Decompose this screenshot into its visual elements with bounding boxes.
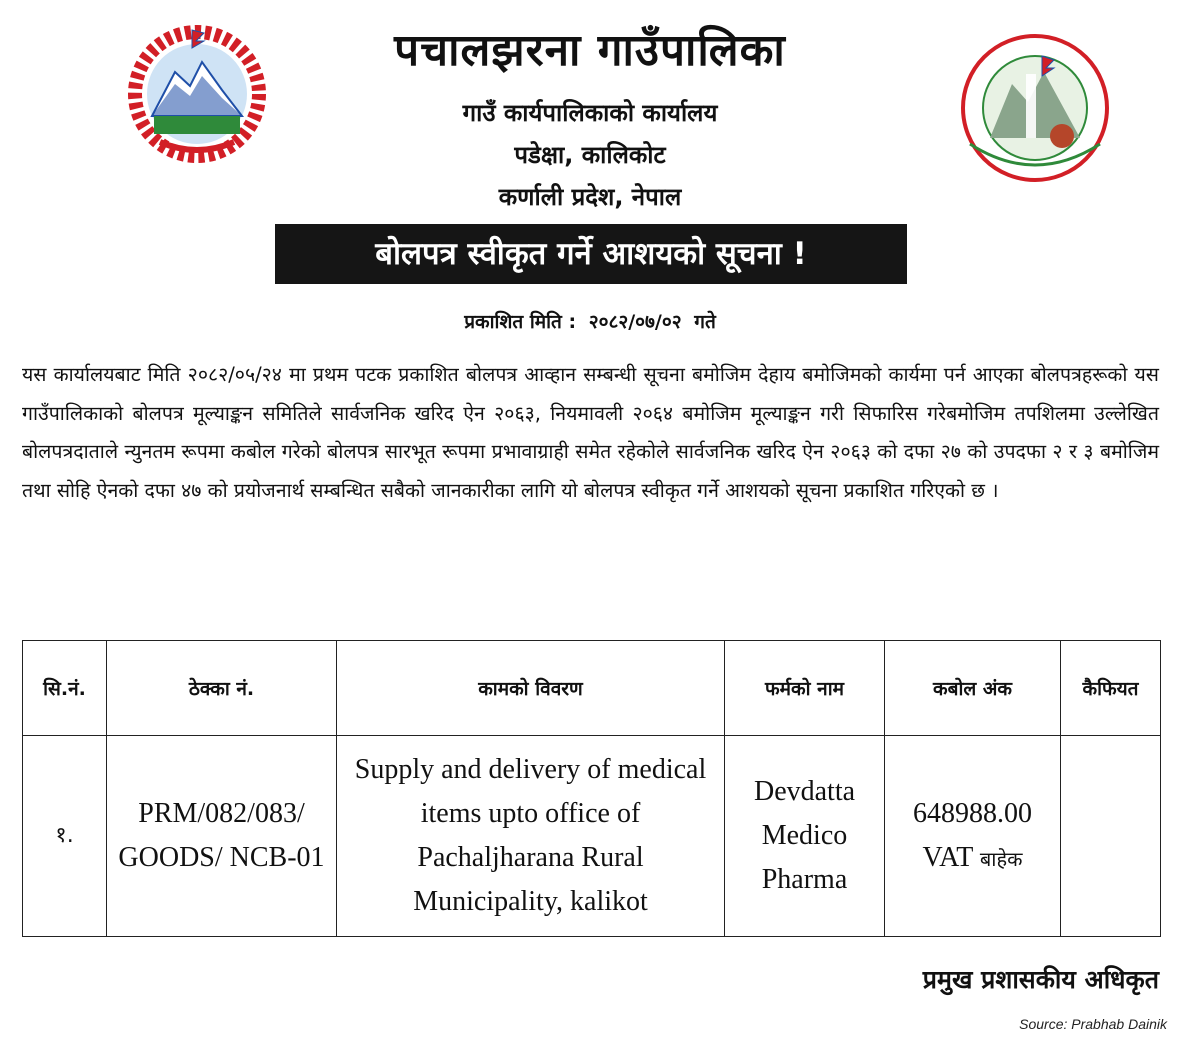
bid-amount-vat-note [891, 836, 1054, 881]
municipality-title: पचालझरना गाउँपालिका [394, 25, 786, 76]
published-date-label: प्रकाशित मिति : [464, 311, 577, 333]
bid-vat-label: VAT [922, 841, 973, 873]
source-credit: Source: Prabhab Dainik [1019, 1016, 1167, 1032]
cell-work-description: Supply and delivery of medical items upto office of Pachaljharana Rural Municipality, kalikot [337, 736, 725, 937]
header-contract-no: ठेक्का नं. [107, 641, 337, 736]
tender-table [22, 640, 1161, 937]
published-date-suffix: गते [694, 311, 716, 333]
header-serial-no: सि.नं. [23, 641, 107, 736]
header-remarks: कैफियत [1061, 641, 1161, 736]
bid-vat-excluded: बाहेक [979, 846, 1023, 871]
cell-remarks [1061, 736, 1161, 937]
pachaljharana-municipality-logo-icon [950, 26, 1120, 195]
notice-title-banner: बोलपत्र स्वीकृत गर्ने आशयको सूचना ! [275, 224, 907, 284]
table-header-row [23, 641, 1161, 736]
cell-firm-name: Devdatta Medico Pharma [725, 736, 885, 937]
table-row [23, 736, 1161, 937]
signatory-title: प्रमुख प्रशासकीय अधिकृत [922, 965, 1159, 994]
header-firm-name: फर्मको नाम [725, 641, 885, 736]
nepal-government-emblem-icon [120, 24, 275, 168]
published-date-value: २०८२/०७/०२ [588, 311, 682, 333]
header-bid-amount: कबोल अंक [885, 641, 1061, 736]
header-work-description: कामको विवरण [337, 641, 725, 736]
notice-body: यस कार्यालयबाट मिति २०८२/०५/२४ मा प्रथम पटक प्रकाशित बोलपत्र आव्हान सम्बन्धी सूचना बमोजिम देहाय बमोजिमको कार्यमा पर्न आएका बोलपत्रहरूको यस गाउँपालिकाको बोलपत्र मूल्याङ्कन समितिले सार्वजनिक खरिद ऐन २०६३, नियमावली २०६४ बमोजिम मूल्याङ्कन गरी सिफारिस गरेबमोजिम तपशिलमा उल्लेखित बोलपत्रदाताले न्युनतम रूपमा कबोल गरेको बोलपत्र सारभूत रूपमा प्रभावाग्राही समेत रहेकोले सार्वजनिक खरिद ऐन २०६३ को दफा २७ को उपदफा २ र ३ बमोजिम तथा सोहि ऐनको दफा ४७ को प्रयोजनार्थ सम्बन्धित सबैको जानकारीका लागि यो बोलपत्र स्वीकृत गर्ने आशयको सूचना प्रकाशित गरिएको छ । [22, 363, 1159, 502]
published-date-line [340, 308, 840, 334]
bid-amount-value: 648988.00 [913, 797, 1032, 829]
cell-bid-amount [885, 736, 1061, 937]
office-name: गाउँ कार्यपालिकाको कार्यालय [462, 99, 718, 127]
office-address: पडेक्षा, कालिकोट [514, 141, 666, 169]
province-country: कर्णाली प्रदेश, नेपाल [498, 183, 682, 211]
cell-serial-no: १. [23, 736, 107, 937]
cell-contract-no: PRM/082/083/ GOODS/ NCB-01 [107, 736, 337, 937]
